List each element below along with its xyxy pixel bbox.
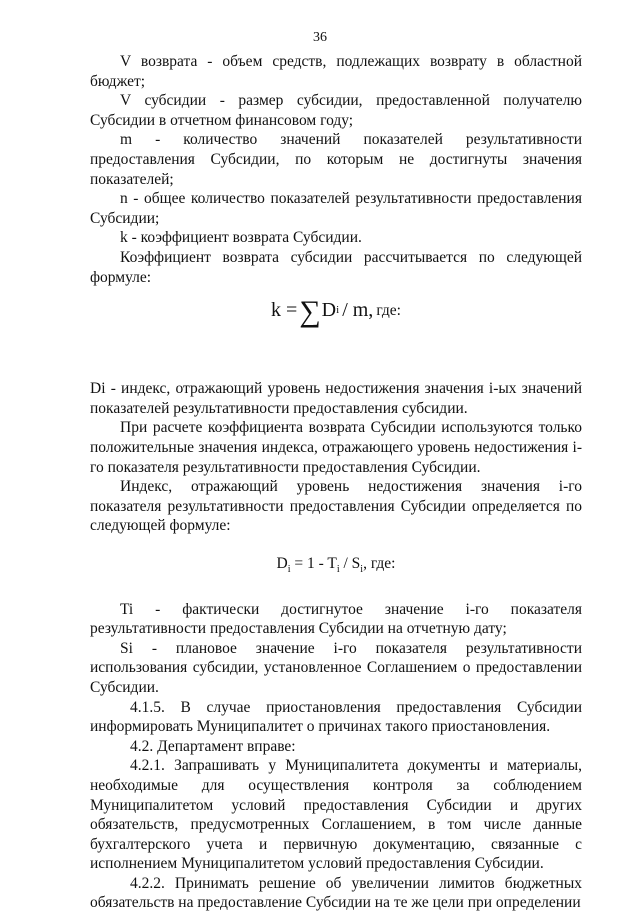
paragraph-m: m - количество значений показателей результативности предоставления Субсидии, по которым не достигнуты значения показателей; bbox=[90, 131, 582, 188]
paragraph-v-vozvrata: V возврата - объем средств, подлежащих возврату в областной бюджет; bbox=[90, 53, 582, 90]
formula-d-sub-d: i bbox=[287, 563, 291, 575]
paragraph-4-2: 4.2. Департамент вправе: bbox=[130, 737, 296, 755]
document-body bbox=[90, 52, 582, 913]
formula-k-suffix: где: bbox=[376, 302, 401, 320]
page-number: 36 bbox=[313, 30, 327, 45]
formula-d-sub-t: i bbox=[336, 563, 340, 575]
paragraph-ti: Ti - фактически достигнутое значение i-го показателя результативности предоставления Субсидии на отчетную дату; bbox=[90, 600, 582, 638]
paragraph-4-2-1: 4.2.1. Запрашивать у Муниципалитета документы и материалы, необходимые для осуществления контроля за соблюдением Муниципалитетом условий предоставления Субсидии и других обязательств, предусмотренных Соглашением, в том числе данные бухгалтерского учета и первичную документацию, связанные с исполнением Муниципалитетом условий предоставления Субсидии. bbox=[90, 757, 582, 873]
formula-d-div: / S bbox=[343, 554, 361, 572]
formula-d-suffix: , где: bbox=[363, 554, 396, 572]
paragraph-k: k - коэффициент возврата Субсидии. bbox=[120, 229, 362, 247]
paragraph-formula-intro: Коэффициент возврата субсидии рассчитывается по следующей формуле: bbox=[90, 248, 582, 286]
formula-d-eq: = 1 - T bbox=[294, 554, 337, 572]
paragraph-4-1-5: 4.1.5. В случае приостановления предоставления Субсидии информировать Муниципалитет о причинах такого приостановления. bbox=[90, 698, 582, 736]
paragraph-4-2-2: 4.2.2. Принимать решение об увеличении лимитов бюджетных обязательств на предоставление Субсидии на те же цели при определении bbox=[90, 874, 582, 912]
formula-d-d: D bbox=[276, 554, 288, 572]
formula-k-left: k = bbox=[271, 299, 298, 322]
paragraph-di: Di - индекс, отражающий уровень недостижения значения i-ых значений показателей результативности предоставления субсидии. bbox=[90, 380, 582, 417]
formula-k-sub: i bbox=[336, 304, 340, 317]
formula-k-d: D bbox=[321, 299, 337, 322]
paragraph-si: Si - плановое значение i-го показателя результативности использования субсидии, установленное Соглашением о предоставлении Субсидии. bbox=[90, 639, 582, 696]
formula-return-coefficient bbox=[90, 291, 582, 331]
formula-d-sub-s: i bbox=[360, 563, 364, 575]
paragraph-n: n - общее количество показателей результативности предоставления Субсидии; bbox=[90, 190, 582, 227]
formula-index bbox=[90, 554, 582, 580]
paragraph-v-subsidii: V субсидии - размер субсидии, предоставленной получателю Субсидии в отчетном финансовом году; bbox=[90, 92, 582, 129]
sum-sign: ∑ bbox=[299, 295, 321, 329]
paragraph-index-intro: Индекс, отражающий уровень недостижения значения i-го показателя результативности предоставления Субсидии определяется по следующей формуле: bbox=[90, 478, 582, 535]
paragraph-positive-values: При расчете коэффициента возврата Субсидии используются только положительные значения индекса, отражающего уровень недостижения i-го показателя результативности предоставления Субсидии. bbox=[90, 419, 582, 476]
formula-k-right: / m, bbox=[342, 299, 374, 322]
